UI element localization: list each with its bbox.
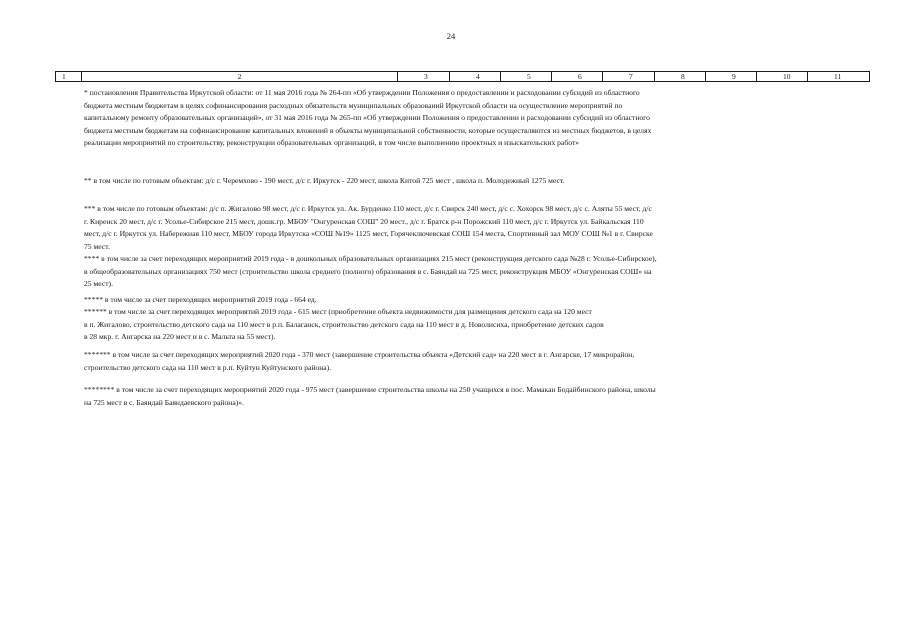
footnote-4 [84,253,819,291]
column-number: 6 [552,72,603,82]
column-number-row [55,71,870,82]
footnote-6 [84,306,819,344]
column-number: 5 [501,72,552,82]
footnote-line: в п. Жигалово, строительство детского сада на 110 мест в р.п. Балаганск, строительство детского сада на 110 мест в д. Новолисиха, приобретение детских садов [84,319,604,329]
footnote-line: бюджета местным бюджетам в целях софинансирования расходных обязательств муниципальных образований Иркутской области на осуществление мероприятий по [84,100,623,110]
column-number: 3 [398,72,450,82]
footnote-line: строительство детского сада на 110 мест в р.п. Куйтун Куйтунского района). [84,362,332,372]
footnote-line: ****** в том числе за счет переходящих мероприятий 2019 года - 615 мест (приобретение объекта недвижимости для размещения детского сада на 120 мест [84,307,592,316]
footnote-line: *** в том числе по готовым объектам: д/с п. Жигалово 98 мест, д/с г. Иркутск ул. Ак. Бурденко 110 мест, д/с г. Свирск 240 мест, д/с с. Хохорск 98 мест, д/с с. Аляты 55 мест, д/с [84,204,652,213]
footnote-3 [84,203,819,253]
footnote-1 [84,87,819,150]
footnote-8 [84,384,819,409]
footnote-line: мест, д/с г. Иркутск ул. Набережная 110 мест, МБОУ города Иркутска «СОШ №19» 1125 мест, Горячеключевская СОШ 154 места, Спортивный зал МОУ СОШ №1 в г. Свирске [84,229,653,238]
footnote-line: 25 мест). [84,279,113,288]
footnote-line: **** в том числе за счет переходящих мероприятий 2019 года - в дошкольных образовательных организациях 215 мест (реконструкция детского сада №28 г. Усолье-Сибирское), [84,254,657,263]
footnote-line: ** в том числе по готовым объектам: д/с г. Черемхово - 190 мест, д/с г. Иркутск - 220 мест, школа Китой 725 мест , школа п. Молодежный 1275 мест. [84,176,565,185]
footnote-line: капитальному ремонту образовательных организаций», от 31 мая 2016 года № 265-пп «Об утверждении Положения о предоставлении и расходовании субсидий из областного [84,113,650,122]
column-number: 1 [56,72,82,82]
column-number: 8 [655,72,706,82]
footnote-7 [84,349,819,374]
page-number: 24 [446,31,456,41]
footnote-line: г. Киренск 20 мест, д/с г. Усолье-Сибирское 215 мест, дошк.гр. МБОУ "Онгуренская СОШ" 20 мест., д/с г. Братск р-н Порожский 110 мест, д/с г. Иркутск ул. Байкальская 110 [84,216,644,226]
footnote-line: реализации мероприятий по строительству, реконструкции образовательных организаций, в том числе выполнению проектных и изыскательских работ» [84,138,580,147]
footnote-line: 75 мест. [84,241,110,251]
table-row [56,72,870,82]
footnote-line: ******* в том числе за счет переходящих мероприятий 2020 года - 370 мест (завершение строительства объекта «Детский сад» на 220 мест в г. Ангарске, 17 микрорайон, [84,350,635,359]
footnote-line: на 725 мест в с. Баяндай Баяндаевского района)». [84,397,244,407]
footnote-2 [84,175,819,188]
footnote-line: в 28 мкр. г. Ангарска на 220 мест и в с. Мальта на 55 мест). [84,332,276,341]
footnote-line: ******** в том числе за счет переходящих мероприятий 2020 года - 975 мест (завершение строительства школы на 250 учащихся в пос. Мамакан Бодайбинского района, школы [84,385,656,394]
column-number: 11 [808,72,870,82]
footnote-5 [84,294,819,307]
column-number: 10 [757,72,808,82]
footnote-line: бюджета местным бюджетам на софинансирование капитальных вложений в объекты муниципальной собственности, которые осуществляются из местных бюджетов, в целях [84,125,652,135]
column-number: 2 [82,72,398,82]
column-number: 7 [603,72,655,82]
column-number: 4 [450,72,501,82]
footnote-line: ***** в том числе за счет переходящих мероприятий 2019 года - 664 ед. [84,295,317,304]
footnote-line: * постановления Правительства Иркутской области: от 11 мая 2016 года № 264-пп «Об утверждении Положения о предоставлении и расходовании субсидий из областного [84,88,640,97]
column-number: 9 [706,72,757,82]
footnote-line: в общеобразовательных организациях 750 мест (строительство школа среднего (полного) образования в с. Баяндай на 725 мест, реконструкция МБОУ «Онгуренская СОШ» на [84,266,652,276]
